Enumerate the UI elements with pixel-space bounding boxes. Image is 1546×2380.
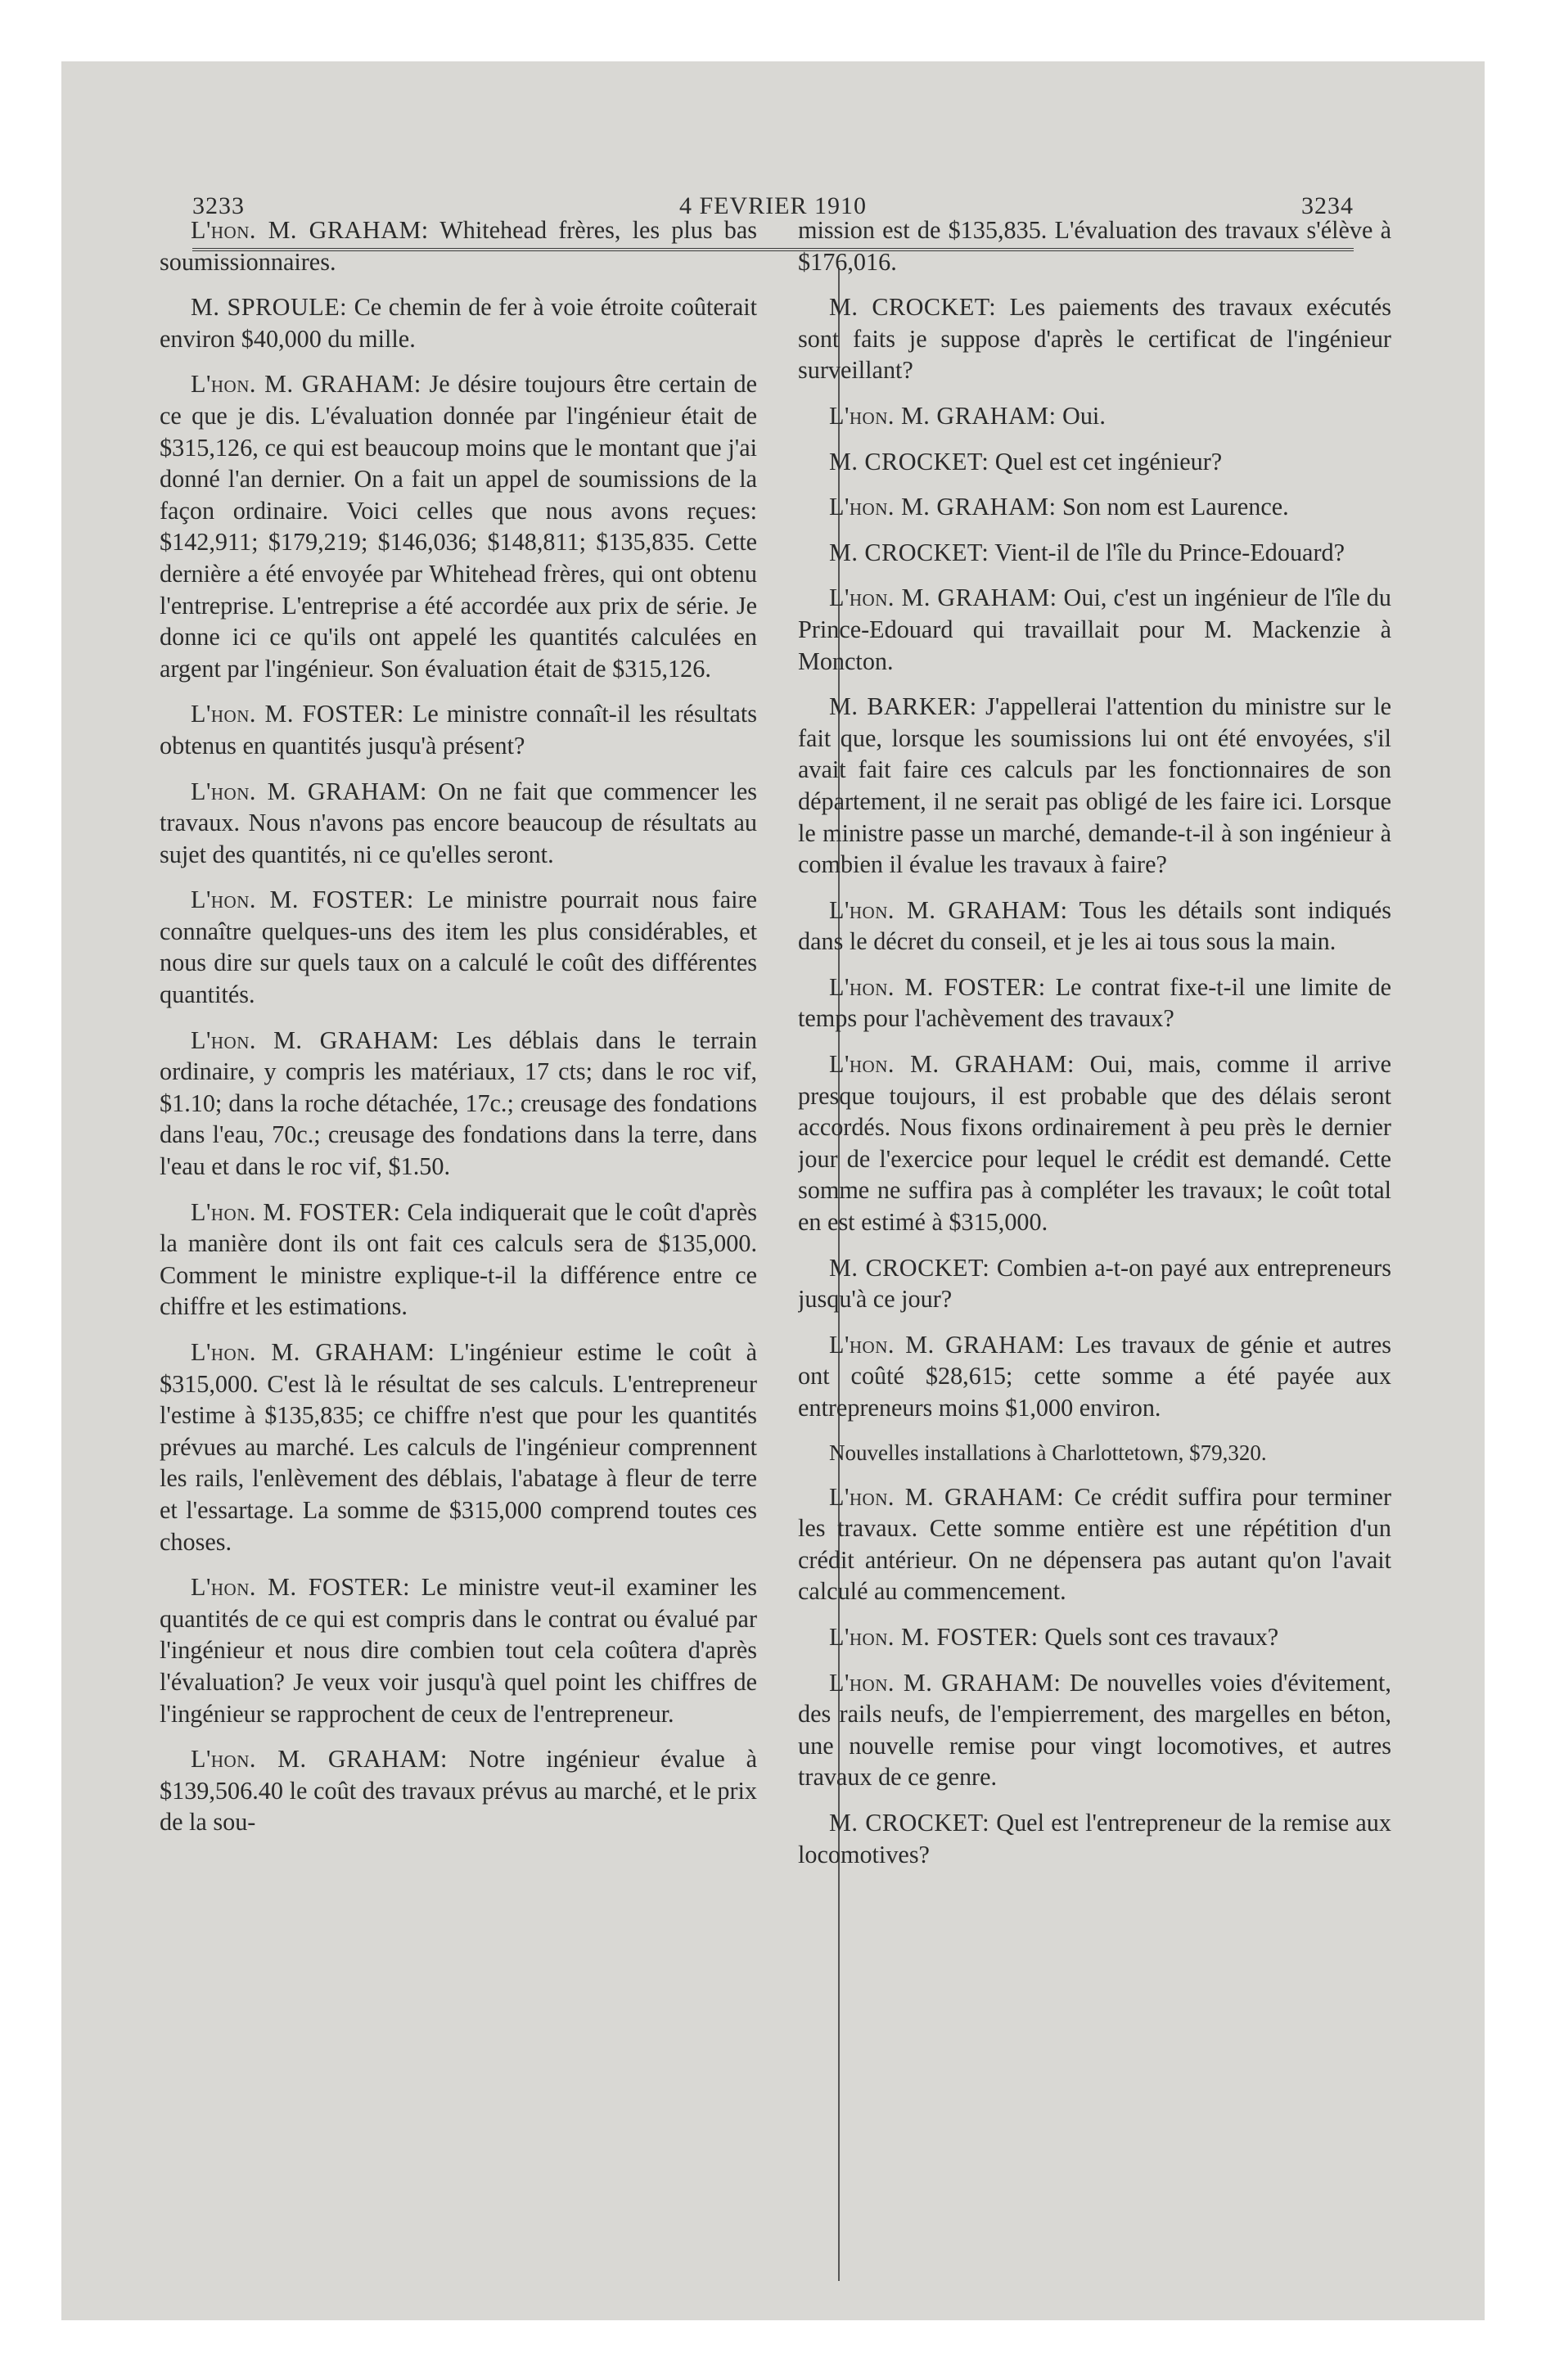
speech-paragraph	[798, 214, 1391, 277]
speaker-name: M. CROCKET:	[829, 1253, 990, 1282]
speech-paragraph	[160, 698, 757, 761]
speech-paragraph	[798, 400, 1391, 432]
speech-text: Notre ingénieur évalue à $139,506.40 le coût des travaux prévus au marché, et le prix de la sou-	[160, 1745, 757, 1837]
speech-paragraph	[798, 491, 1391, 523]
speech-paragraph	[798, 1252, 1391, 1315]
speech-text: mission est de $135,835. L'évaluation des travaux s'élève à $176,016.	[798, 216, 1391, 276]
speech-text: Oui, mais, comme il arrive presque toujours, il est probable que des délais seront accordés. Nous fixons ordinairement à peu près le dernier jour de l'exercice pour lequel le crédit est demandé. Cette somme ne suffira pas à compléter les travaux; le coût total en est estimé à $315,000.	[798, 1050, 1391, 1237]
speech-text: Le ministre connaît-il les résultats obtenus en quantités jusqu'à présent?	[160, 700, 757, 760]
right-column	[798, 214, 1391, 2252]
speech-paragraph	[798, 971, 1391, 1034]
speaker-name: L'hon. M. GRAHAM:	[191, 1338, 435, 1366]
speech-text: Quel est l'entrepreneur de la remise aux locomotives?	[798, 1808, 1391, 1868]
speech-text: On ne fait que commencer les travaux. Nous n'avons pas encore beaucoup de résultats au sujet des quantités, ni ce qu'elles seront.	[160, 777, 757, 868]
speaker-name: M. CROCKET:	[829, 538, 989, 566]
speech-paragraph	[798, 691, 1391, 881]
speech-text: Le ministre veut-il examiner les quantités de ce qui est compris dans le contrat ou évalué par l'ingénieur et nous dire combien tout cela coûtera d'après l'évaluation? Je veux voir jusqu'à quel point les chiffres de l'ingénieur se rapprochent de ceux de l'entrepreneur.	[160, 1573, 757, 1728]
speech-text: Oui, c'est un ingénieur de l'île du Prince-Edouard qui travaillait pour M. Mackenzie à Moncton.	[798, 584, 1391, 675]
speech-paragraph	[798, 1667, 1391, 1793]
speech-paragraph	[798, 1807, 1391, 1870]
speech-text: Le ministre pourrait nous faire connaître quelques-uns des item les plus considérables, et nous dire sur quels taux on a calculé le coût des différentes quantités.	[160, 886, 757, 1009]
speech-text: Vient-il de l'île du Prince-Edouard?	[989, 538, 1345, 566]
speech-text: Whitehead frères, les plus bas soumissionnaires.	[160, 216, 757, 276]
speech-text: Les paiements des travaux exécutés sont faits je suppose d'après le certificat de l'ingénieur surveillant?	[798, 293, 1391, 385]
speech-text: Ce chemin de fer à voie étroite coûterait environ $40,000 du mille.	[160, 293, 757, 353]
speaker-name: L'hon. M. FOSTER:	[191, 1573, 411, 1602]
speech-text: Tous les détails sont indiqués dans le décret du conseil, et je les ai tous sous la main.	[798, 895, 1391, 956]
speech-text: Son nom est Laurence.	[1056, 493, 1289, 521]
speaker-name: L'hon. M. GRAHAM:	[829, 493, 1057, 521]
speech-text: J'appellerai l'attention du ministre sur le fait que, lorsque les soumissions lui ont été envoyées, s'il avait fait faire ces calculs par les fonctionnaires de son département, il ne serait pas obligé de les faire ici. Lorsque le ministre passe un marché, demande-t-il à son ingénieur à combien il évalue les travaux à faire?	[798, 692, 1391, 879]
speech-text: Quels sont ces travaux?	[1038, 1622, 1279, 1651]
speech-paragraph	[160, 1571, 757, 1729]
speech-paragraph	[798, 1329, 1391, 1424]
speaker-name: L'hon. M. GRAHAM:	[829, 584, 1057, 612]
speech-paragraph	[798, 1481, 1391, 1607]
speaker-name: L'hon. M. FOSTER:	[191, 1197, 401, 1226]
speech-text: Nouvelles installations à Charlottetown, $79,320.	[829, 1440, 1267, 1465]
speech-paragraph	[160, 291, 757, 354]
speaker-name: L'hon. M. FOSTER:	[829, 972, 1046, 1001]
speech-paragraph	[798, 582, 1391, 677]
speech-paragraph	[160, 884, 757, 1010]
speaker-name: L'hon. M. GRAHAM:	[191, 1025, 439, 1054]
speech-paragraph	[798, 537, 1391, 569]
speaker-name: L'hon. M. GRAHAM:	[191, 370, 421, 399]
speech-paragraph	[160, 776, 757, 871]
speaker-name: M. BARKER:	[829, 692, 977, 721]
left-column	[160, 214, 757, 2252]
speaker-name: L'hon. M. GRAHAM:	[191, 216, 429, 244]
speaker-name: M. CROCKET:	[829, 1808, 989, 1837]
speech-text: Le contrat fixe-t-il une limite de temps pour l'achèvement des travaux?	[798, 972, 1391, 1033]
speaker-name: L'hon. M. GRAHAM:	[191, 1745, 448, 1774]
page-number-right: 3234	[1301, 192, 1354, 219]
speaker-name: L'hon. M. GRAHAM:	[829, 1330, 1066, 1359]
speaker-name: L'hon. M. FOSTER:	[191, 700, 404, 728]
speech-paragraph	[798, 1438, 1391, 1467]
speaker-name: L'hon. M. GRAHAM:	[829, 1050, 1075, 1079]
speech-text: L'ingénieur estime le coût à $315,000. C'est là le résultat de ses calculs. L'entrepreneur l'estime à $135,835; ce chiffre n'est que pour les quantités prévues au marché. Les calculs de l'ingénieur comprennent les rails, l'enlèvement des déblais, l'abatage à fleur de terre et l'essartage. La somme de $315,000 comprend toutes ces choses.	[160, 1338, 757, 1556]
speech-paragraph	[160, 1197, 757, 1323]
speech-text: Quel est cet ingénieur?	[989, 447, 1223, 476]
speaker-name: M. SPROULE:	[191, 293, 348, 322]
speech-text: De nouvelles voies d'évitement, des rails neufs, de l'empierrement, des margelles en béton, une nouvelle remise pour vingt locomotives, et autres travaux de ce genre.	[798, 1668, 1391, 1792]
speech-text: Combien a-t-on payé aux entrepreneurs jusqu'à ce jour?	[798, 1253, 1391, 1314]
speaker-name: L'hon. M. GRAHAM:	[829, 1482, 1065, 1511]
speech-text: Je désire toujours être certain de ce que je dis. L'évaluation donnée par l'ingénieur était de $315,126, ce qui est beaucoup moins que le montant que j'ai donné l'an dernier. On a fait un appel de soumissions de la façon ordinaire. Voici celles que nous avons reçues: $142,911; $179,219; $146,036; $148,811; $135,835. Cette dernière a été envoyée par Whitehead frères, qui ont obtenu l'entreprise. L'entreprise a été accordée aux prix de série. Je donne ici ce qu'ils ont appelé les quantités calculées en argent par l'ingénieur. Son évaluation était de $315,126.	[160, 370, 757, 683]
speech-paragraph	[798, 446, 1391, 478]
speaker-name: L'hon. M. FOSTER:	[191, 886, 414, 914]
speech-text: Les travaux de génie et autres ont coûté $28,615; cette somme a été payée aux entrepreneurs moins $1,000 environ.	[798, 1330, 1391, 1422]
speech-text: Les déblais dans le terrain ordinaire, y compris les matériaux, 17 cts; dans le roc vif, $1.10; dans la roche détachée, 17c.; creusage des fondations dans l'eau, 70c.; creusage des fondations dans la terre, dans l'eau et dans le roc vif, $1.50.	[160, 1025, 757, 1181]
speech-paragraph	[798, 1048, 1391, 1238]
speech-paragraph	[160, 214, 757, 277]
speaker-name: M. CROCKET:	[829, 293, 997, 322]
running-head-date: 4 FEVRIER 1910	[678, 192, 867, 219]
speech-text: Cela indiquerait que le coût d'après la manière dont ils ont fait ces calculs sera de $135,000. Comment le ministre explique-t-il la différence entre ce chiffre et les estimations.	[160, 1197, 757, 1321]
speech-paragraph	[160, 368, 757, 684]
speech-text: Oui.	[1056, 401, 1106, 430]
speech-paragraph	[798, 291, 1391, 386]
speaker-name: L'hon. M. GRAHAM:	[191, 777, 427, 805]
speech-paragraph	[160, 1025, 757, 1183]
speaker-name: M. CROCKET:	[829, 447, 989, 476]
speech-text: Ce crédit suffira pour terminer les travaux. Cette somme entière est une répétition d'un crédit antérieur. On ne dépensera pas autant qu'on l'avait calculé au commencement.	[798, 1482, 1391, 1606]
page-number-left: 3233	[192, 192, 245, 219]
speaker-name: L'hon. M. GRAHAM:	[829, 1668, 1061, 1697]
speaker-name: L'hon. M. GRAHAM:	[829, 895, 1068, 924]
speech-paragraph	[798, 1621, 1391, 1653]
speaker-name: L'hon. M. GRAHAM:	[829, 401, 1057, 430]
speech-paragraph	[160, 1336, 757, 1557]
speaker-name: L'hon. M. FOSTER:	[829, 1622, 1039, 1651]
speech-paragraph	[798, 895, 1391, 958]
speech-paragraph	[160, 1743, 757, 1838]
